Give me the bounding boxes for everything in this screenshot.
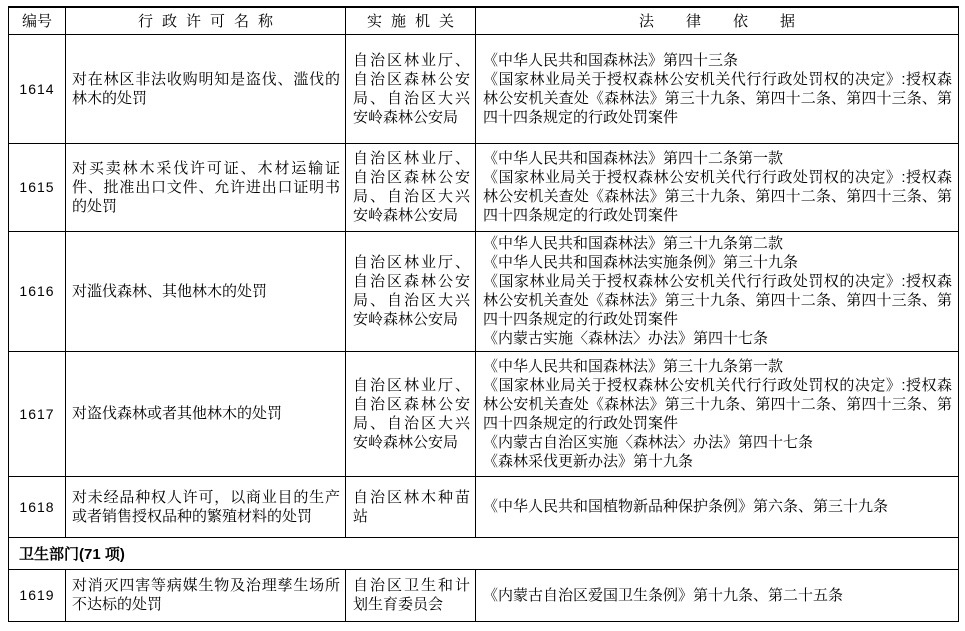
row-id-cell: 1615: [9, 143, 66, 231]
legal-basis-entry: 《中华人民共和国植物新品种保护条例》第六条、第三十九条: [483, 498, 889, 515]
row-id-cell: 1614: [9, 34, 66, 143]
row-id-cell: 1617: [9, 351, 66, 476]
legal-basis-cell: [476, 231, 959, 351]
table-row: [9, 143, 959, 231]
header-license-name: 行政许可名称: [66, 7, 346, 34]
table-row: [9, 476, 959, 537]
section-header-row: [9, 537, 959, 569]
license-name-cell: 对未经品种权人许可，以商业目的生产或者销售授权品种的繁殖材料的处罚: [66, 476, 346, 537]
agency-cell: 自治区林业厅、自治区森林公安局、自治区大兴安岭森林公安局: [346, 351, 476, 476]
row-id-cell: 1619: [9, 569, 66, 621]
table-row: [9, 569, 959, 621]
legal-basis-entry: 《中华人民共和国森林法实施条例》第三十九条: [483, 254, 799, 271]
legal-basis-cell: [476, 476, 959, 537]
header-legal-basis: 法律依据: [476, 7, 959, 34]
table-row: [9, 34, 959, 143]
header-agency: 实施机关: [346, 7, 476, 34]
legal-basis-entry: 《内蒙古自治区实施〈森林法〉办法》第四十七条: [483, 433, 814, 451]
row-id-cell: 1618: [9, 476, 66, 537]
agency-cell: 自治区卫生和计划生育委员会: [346, 569, 476, 621]
table-header-row: [9, 7, 959, 34]
license-name-cell: 对买卖林木采伐许可证、木材运输证件、批准出口文件、允许进出口证明书的处罚: [66, 143, 346, 231]
license-name-cell: 对消灭四害等病媒生物及治理孳生场所不达标的处罚: [66, 569, 346, 621]
admin-penalty-table: [8, 6, 959, 622]
legal-basis-entry: 《森林采伐更新办法》第十九条: [483, 452, 694, 470]
agency-cell: 自治区林木种苗站: [346, 476, 476, 537]
legal-basis-entry: 《中华人民共和国森林法》第四十二条第一款: [483, 150, 784, 167]
legal-basis-cell: [476, 143, 959, 231]
header-id: 编号: [9, 7, 66, 34]
license-name-cell: 对盗伐森林或者其他林木的处罚: [66, 351, 346, 476]
legal-basis-entry: 《国家林业局关于授权森林公安机关代行行政处罚权的决定》:授权森林公安机关查处《森林法》第三十九条、第四十二条、第四十三条、第四十四条规定的行政处罚案件: [483, 376, 952, 432]
section-header-cell: 卫生部门(71 项): [9, 537, 959, 569]
table-row: [9, 231, 959, 351]
legal-basis-entry: 《内蒙古自治区爱国卫生条例》第十九条、第二十五条: [483, 586, 844, 604]
license-name-cell: 对在林区非法收购明知是盗伐、滥伐的林木的处罚: [66, 34, 346, 143]
legal-basis-entry: 《中华人民共和国森林法》第三十九条第二款: [483, 235, 784, 252]
license-name-cell: 对滥伐森林、其他林木的处罚: [66, 231, 346, 351]
agency-cell: 自治区林业厅、自治区森林公安局、自治区大兴安岭森林公安局: [346, 34, 476, 143]
legal-basis-entry: 《中华人民共和国森林法》第四十三条: [483, 51, 739, 69]
legal-basis-entry: 《内蒙古实施〈森林法〉办法》第四十七条: [483, 330, 769, 347]
legal-basis-cell: [476, 34, 959, 143]
legal-basis-entry: 《国家林业局关于授权森林公安机关代行行政处罚权的决定》:授权森林公安机关查处《森林法》第三十九条、第四十二条、第四十三条、第四十四条规定的行政处罚案件: [483, 273, 952, 328]
table-row: [9, 351, 959, 476]
legal-basis-entry: 《中华人民共和国森林法》第三十九条第一款: [483, 357, 784, 375]
legal-basis-entry: 《国家林业局关于授权森林公安机关代行行政处罚权的决定》:授权森林公安机关查处《森林法》第三十九条、第四十二条、第四十三条、第四十四条规定的行政处罚案件: [483, 169, 952, 224]
row-id-cell: 1616: [9, 231, 66, 351]
legal-basis-cell: [476, 351, 959, 476]
legal-basis-cell: [476, 569, 959, 621]
agency-cell: 自治区林业厅、自治区森林公安局、自治区大兴安岭森林公安局: [346, 231, 476, 351]
legal-basis-entry: 《国家林业局关于授权森林公安机关代行行政处罚权的决定》:授权森林公安机关查处《森林法》第三十九条、第四十二条、第四十三条、第四十四条规定的行政处罚案件: [483, 70, 952, 126]
agency-cell: 自治区林业厅、自治区森林公安局、自治区大兴安岭森林公安局: [346, 143, 476, 231]
